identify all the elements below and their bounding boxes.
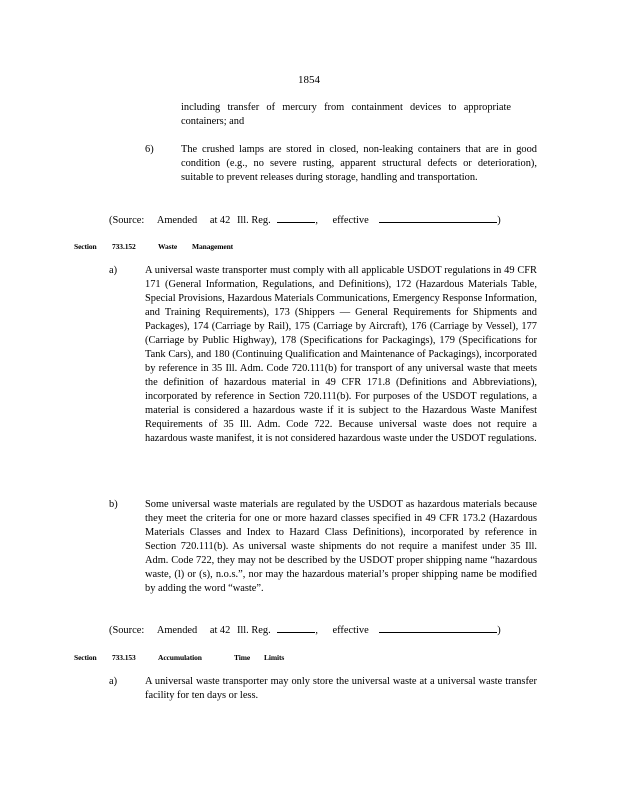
section-733-153-heading — [74, 651, 374, 663]
source-at: at 42 — [209, 625, 231, 636]
subsection-a-text: A universal waste transporter must comply with all applicable USDOT regulations in 49 CFR 171 (General Information, Regulations, and Definitions), 172 (Hazardous Materials Table, Special Provisions, Hazardous Materials Communications, Emergency Response Information, and Training Requirements), 173 (Shippers — General Requirements for Shipments and Packages), 174 (Carriage by Rail), 175 (Carriage by Aircraft), 176 (Carriage by Vessel), 177 (Carriage by Public Highway), 178 (Specifications for Packagings), 179 (Specifications for Tank Cars), and 180 (Continuing Qualification and Maintenance of Packagings), incorporated by reference in 35 Ill. Adm. Code 720.111(b) for transport of any universal waste that meets the definition of hazardous material in 49 CFR 171.8 (Definitions and Abbreviations), incorporated by reference in Section 720.111(b). For purposes of the USDOT regulations, a material is considered a hazardous waste if it is subject to the Hazardous Waste Manifest Requirements of 35 Ill. Adm. Code 722. Because universal waste does not require a hazardous waste manifest, it is not considered hazardous waste under the USDOT regulations. — [145, 265, 537, 444]
source-reg: Ill. Reg. — [236, 215, 271, 226]
subsection-b-text: Some universal waste materials are regulated by the USDOT as hazardous materials because they meet the criteria for one or more hazard classes specified in 49 CFR 173.2 (Hazardous Materials Classes and Index to Hazard Class Definitions), incorporated by reference in Section 720.111(b). As universal waste shipments do not require a manifest under 35 Ill. Adm. Code 722, they may not be described by the USDOT proper shipping name “hazardous waste, (l) or (s), n.o.s.”, nor may the hazardous material’s proper shipping name be modified by adding the word “waste”. — [145, 499, 537, 594]
volume-blank — [277, 623, 315, 633]
section-title-word-1: Accumulation — [158, 653, 202, 662]
section-number: 733.152 — [112, 242, 136, 251]
source-label: (Source: — [109, 625, 145, 636]
source-label: (Source: — [109, 215, 145, 226]
subsection-b-number: b) — [109, 499, 118, 510]
source-amended: Amended — [156, 625, 198, 636]
source-close: ) — [497, 625, 501, 636]
source-amended: Amended — [156, 215, 198, 226]
section-title-word-1: Waste — [158, 242, 178, 251]
source-reg: Ill. Reg. — [236, 625, 271, 636]
source-close: ) — [497, 215, 501, 226]
subsection-a2-text: A universal waste transporter may only store the universal waste at a universal waste transfer facility for ten days or less. — [145, 676, 537, 701]
source-at: at 42 — [209, 215, 231, 226]
section-733-152-heading — [74, 240, 374, 252]
subsection-a-number: a) — [109, 265, 118, 276]
volume-blank — [277, 213, 315, 223]
section-title-word-2: Time — [234, 653, 251, 662]
effective-date-blank — [379, 213, 497, 223]
source-note-2 — [109, 623, 501, 638]
section-title-word-3: Limits — [264, 653, 285, 662]
section-title-word-2: Management — [192, 242, 234, 251]
source-effective: effective — [332, 625, 369, 636]
source-comma: , — [315, 625, 318, 636]
section-label: Section — [74, 242, 97, 251]
source-note-1 — [109, 213, 501, 228]
source-effective: effective — [332, 215, 369, 226]
effective-date-blank — [379, 623, 497, 633]
section-label: Section — [74, 653, 97, 662]
subsection-a2-number: a) — [109, 676, 118, 687]
page-number: 1854 — [298, 74, 320, 86]
item-6-text: The crushed lamps are stored in closed, non-leaking containers that are in good condition (e.g., no severe rusting, apparent structural defects or deterioration), suitable to prevent releases during storage, handling and transportation. — [181, 144, 537, 183]
item-6-number: 6) — [145, 144, 154, 155]
source-comma: , — [315, 215, 318, 226]
section-number: 733.153 — [112, 653, 136, 662]
item-5-continuation: including transfer of mercury from containment devices to appropriate containers; and — [181, 102, 511, 127]
